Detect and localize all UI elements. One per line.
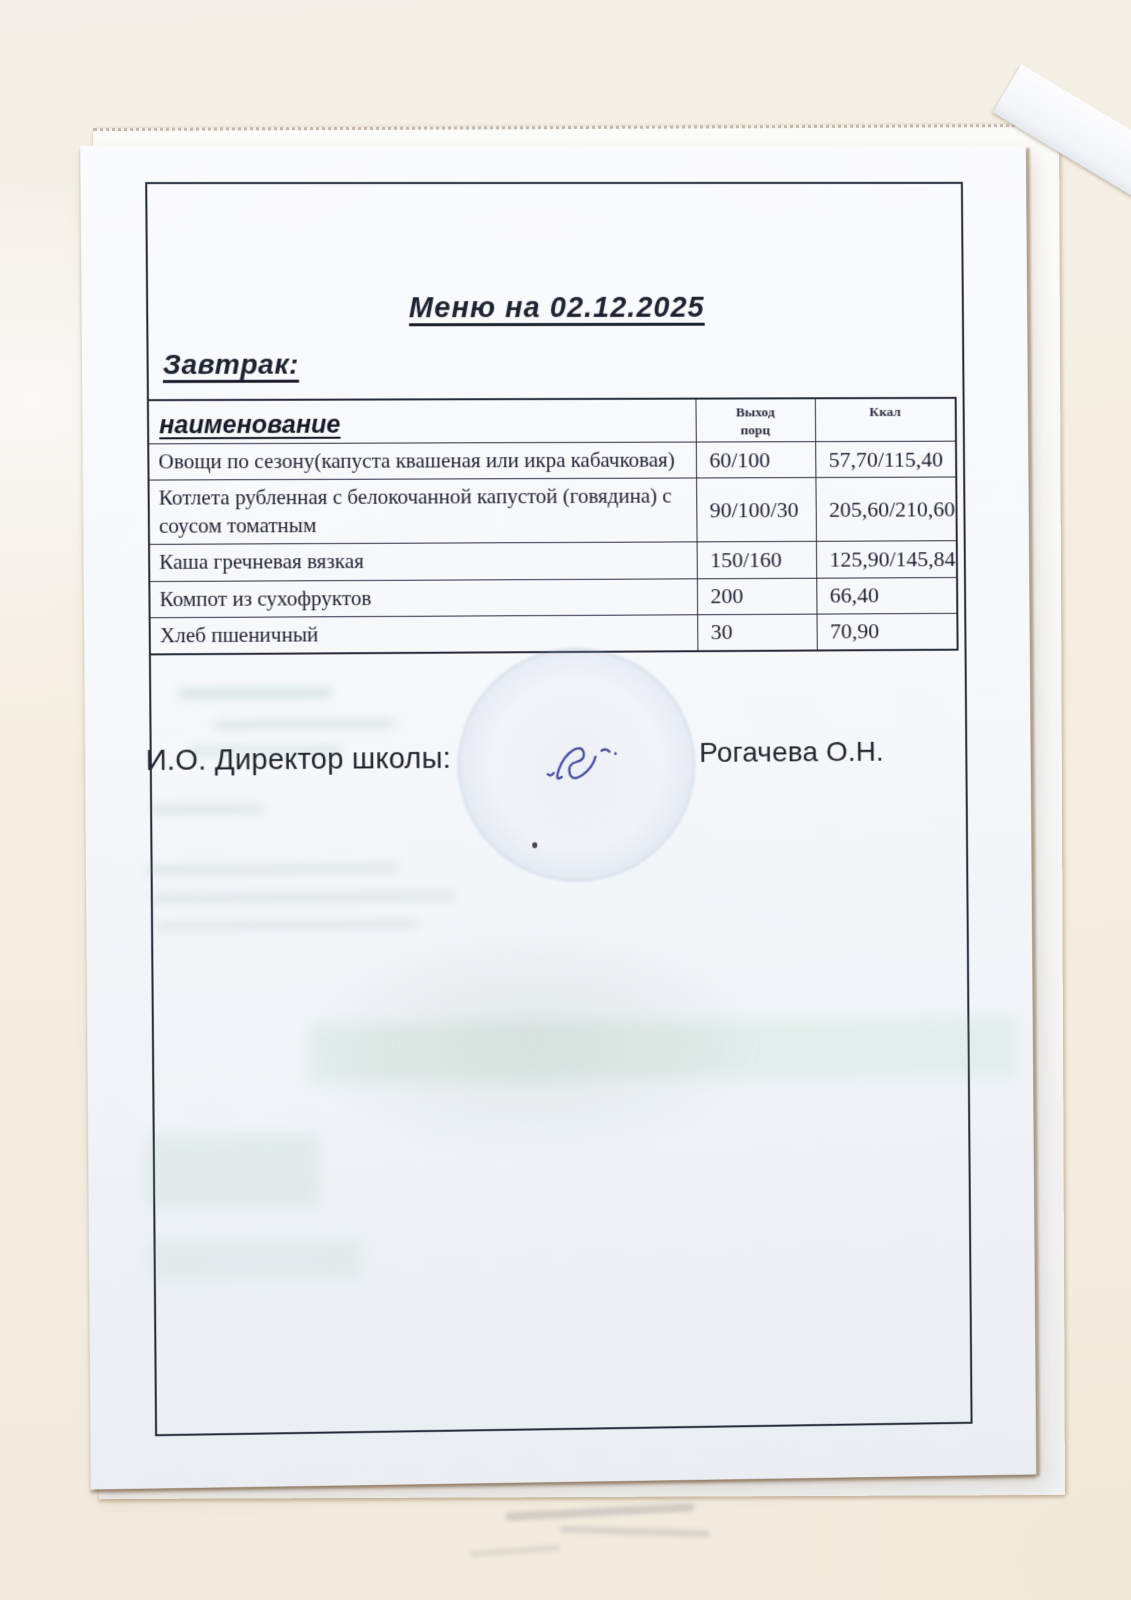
dish-name-cell: Компот из сухофруктов [149, 578, 697, 617]
column-header-portion [695, 398, 815, 442]
column-header-name: наименование [148, 399, 696, 444]
portion-cell: 150/160 [697, 542, 817, 579]
signature-scribble [539, 733, 659, 794]
breakfast-heading: Завтрак: [162, 348, 300, 381]
table-row [149, 477, 957, 545]
table-row [150, 613, 958, 654]
kcal-cell: 70,90 [817, 613, 958, 650]
portion-cell: 60/100 [696, 442, 816, 478]
kcal-cell: 57,70/115,40 [815, 441, 956, 477]
kcal-cell: 125,90/145,84 [816, 541, 957, 578]
pencil-mark [505, 1503, 695, 1521]
ink-dot [532, 842, 537, 848]
director-name: Рогачева О.Н. [699, 735, 885, 768]
portion-cell: 200 [697, 578, 817, 615]
kcal-cell: 66,40 [816, 577, 957, 614]
table-row [149, 541, 957, 581]
kcal-cell: 205,60/210,60 [815, 477, 956, 542]
table-row [149, 577, 957, 617]
paper-sheet [80, 146, 1036, 1490]
portion-label-line2: порц [740, 422, 771, 438]
column-header-kcal: Ккал [815, 398, 956, 442]
menu-title: Меню на 02.12.2025 [408, 291, 705, 325]
dish-name-cell: Котлета рубленная с белокочанной капустой (говядина) с соусом томатным [149, 478, 697, 545]
pencil-mark [470, 1545, 560, 1557]
pencil-mark [560, 1525, 710, 1537]
menu-table [147, 397, 959, 655]
dish-name-cell: Каша гречневая вязкая [149, 542, 697, 581]
portion-cell: 90/100/30 [696, 478, 816, 543]
portion-label-line1: Выход [735, 404, 775, 420]
table-header-row [148, 398, 956, 444]
table-row [148, 441, 956, 480]
dish-name-cell: Хлеб пшеничный [150, 614, 698, 654]
dish-name-cell: Овощи по сезону(капуста квашеная или икра кабачковая) [148, 442, 696, 480]
signature-label: И.О. Директор школы: [145, 742, 452, 778]
portion-cell: 30 [697, 614, 817, 651]
